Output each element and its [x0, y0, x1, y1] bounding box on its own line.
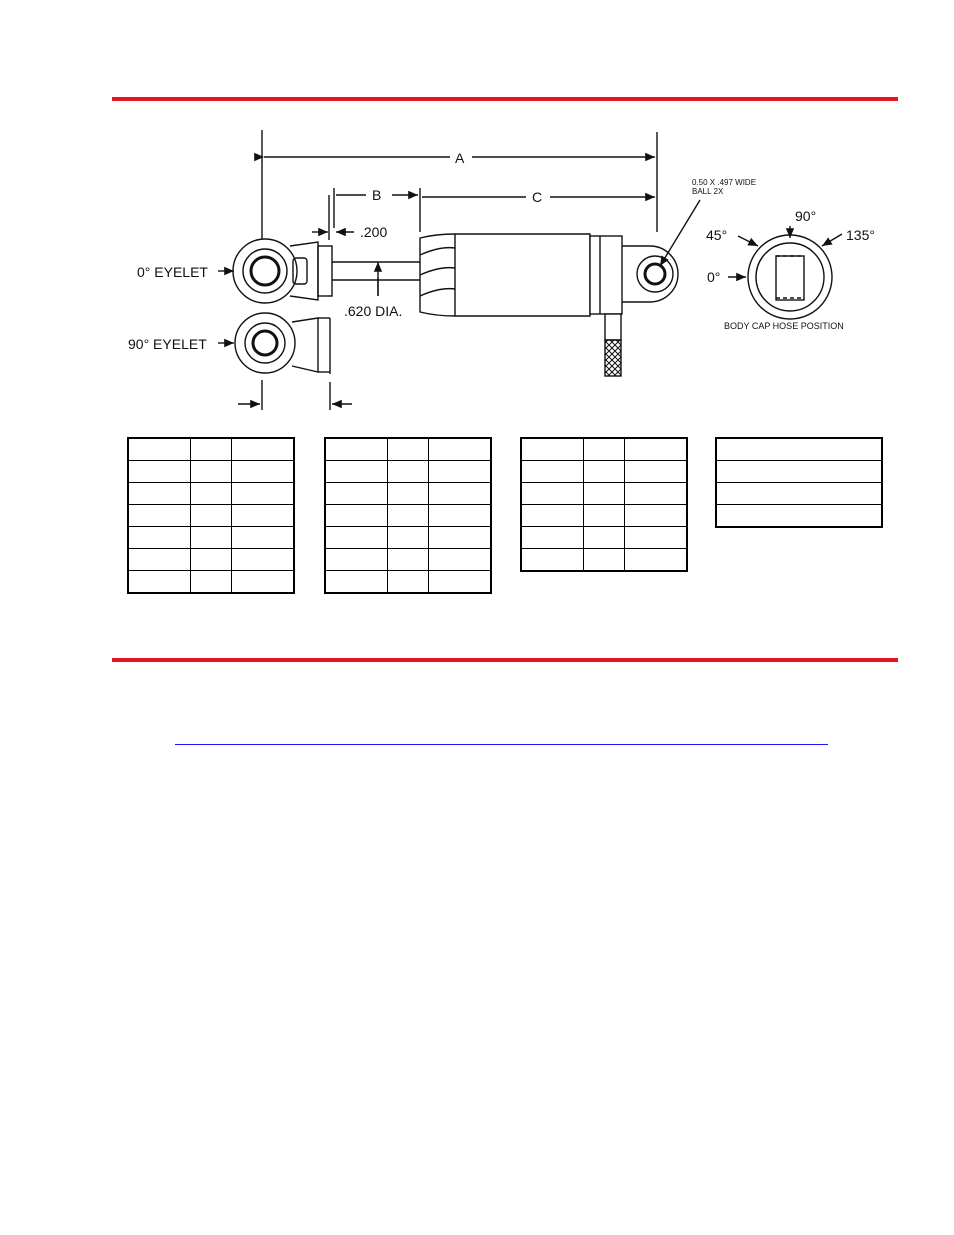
table-cell — [716, 461, 882, 483]
hose — [605, 340, 621, 376]
table-cell — [190, 483, 232, 505]
table-cell — [521, 461, 583, 483]
table-row — [716, 438, 882, 461]
table-cell — [232, 571, 294, 594]
dim-b-label: B — [372, 187, 382, 203]
table-cell — [190, 549, 232, 571]
table-cell — [325, 461, 387, 483]
table-cell — [583, 527, 625, 549]
table-cell — [387, 527, 429, 549]
table-cell — [128, 461, 190, 483]
body-cap-outer — [748, 235, 832, 319]
table-cell — [429, 527, 491, 549]
table-cell — [190, 461, 232, 483]
dia-620-label: .620 DIA. — [344, 303, 403, 319]
table-row — [128, 505, 294, 527]
bottom-red-rule — [112, 658, 898, 662]
dim-200-label: .200 — [360, 224, 388, 240]
table-cell — [387, 461, 429, 483]
table-row — [128, 483, 294, 505]
table-row — [128, 549, 294, 571]
dim-c-label: C — [532, 189, 543, 205]
table-cell — [128, 527, 190, 549]
table-cell — [128, 549, 190, 571]
table-cell — [325, 483, 387, 505]
table-cell — [128, 571, 190, 594]
table-row — [325, 438, 491, 461]
table-cell — [325, 527, 387, 549]
table-cell — [429, 505, 491, 527]
table-cell — [583, 549, 625, 572]
table-row — [521, 438, 687, 461]
table-cell — [325, 505, 387, 527]
table-cell — [232, 527, 294, 549]
ball-note-line-1: 0.50 X .497 WIDE — [692, 178, 757, 187]
table-cell — [429, 438, 491, 461]
table-cell — [716, 483, 882, 505]
table-cell — [521, 549, 583, 572]
table-row — [716, 483, 882, 505]
table-cell — [387, 483, 429, 505]
eyelet-90-label: 90° EYELET — [128, 336, 207, 352]
table-cell — [625, 505, 687, 527]
table-cell — [625, 483, 687, 505]
table-1 — [127, 437, 295, 594]
table-row — [325, 571, 491, 594]
angle-135-label: 135° — [846, 227, 875, 243]
table-cell — [190, 438, 232, 461]
table-cell — [429, 571, 491, 594]
angle-90-label: 90° — [795, 208, 817, 224]
table-cell — [325, 549, 387, 571]
table-cell — [625, 461, 687, 483]
table-row — [128, 527, 294, 549]
table-row — [325, 461, 491, 483]
angle-0-label: 0° — [707, 269, 721, 285]
eyelet-0-label: 0° EYELET — [137, 264, 208, 280]
table-row — [521, 483, 687, 505]
table-cell — [429, 461, 491, 483]
table-cell — [387, 438, 429, 461]
table-cell — [232, 483, 294, 505]
table-cell — [429, 483, 491, 505]
table-cell — [128, 505, 190, 527]
table-row — [325, 527, 491, 549]
eyelet-90-outer — [235, 313, 295, 373]
table-cell — [232, 505, 294, 527]
table-row — [716, 461, 882, 483]
ball-note-line-2: BALL 2X — [692, 187, 724, 196]
table-4 — [715, 437, 883, 528]
body-cap-caption: BODY CAP HOSE POSITION — [724, 321, 844, 331]
table-row — [325, 505, 491, 527]
table-cell — [429, 549, 491, 571]
table-cell — [521, 527, 583, 549]
table-cell — [232, 549, 294, 571]
table-row — [521, 461, 687, 483]
table-row — [521, 549, 687, 572]
table-row — [128, 438, 294, 461]
table-cell — [583, 483, 625, 505]
table-row — [128, 461, 294, 483]
table-cell — [387, 549, 429, 571]
table-row — [128, 571, 294, 594]
table-2 — [324, 437, 492, 594]
table-row — [325, 549, 491, 571]
table-cell — [128, 483, 190, 505]
table-cell — [190, 571, 232, 594]
table-3 — [520, 437, 688, 572]
table-cell — [232, 461, 294, 483]
table-cell — [625, 549, 687, 572]
table-cell — [583, 461, 625, 483]
table-cell — [716, 438, 882, 461]
table-cell — [521, 505, 583, 527]
table-cell — [521, 483, 583, 505]
table-cell — [625, 438, 687, 461]
table-row — [521, 527, 687, 549]
table-cell — [625, 527, 687, 549]
cylinder-body — [420, 234, 590, 316]
table-cell — [521, 438, 583, 461]
dim-a-label: A — [455, 150, 465, 166]
table-row — [521, 505, 687, 527]
table-cell — [583, 505, 625, 527]
table-cell — [583, 438, 625, 461]
table-cell — [387, 505, 429, 527]
table-cell — [325, 438, 387, 461]
table-cell — [190, 505, 232, 527]
table-row — [716, 505, 882, 528]
table-cell — [190, 527, 232, 549]
table-cell — [232, 438, 294, 461]
table-cell — [387, 571, 429, 594]
ball-end-outer — [637, 256, 673, 292]
table-cell — [716, 505, 882, 528]
angle-45-label: 45° — [706, 227, 728, 243]
table-cell — [325, 571, 387, 594]
table-row — [325, 483, 491, 505]
link-underline[interactable] — [175, 744, 828, 745]
table-cell — [128, 438, 190, 461]
